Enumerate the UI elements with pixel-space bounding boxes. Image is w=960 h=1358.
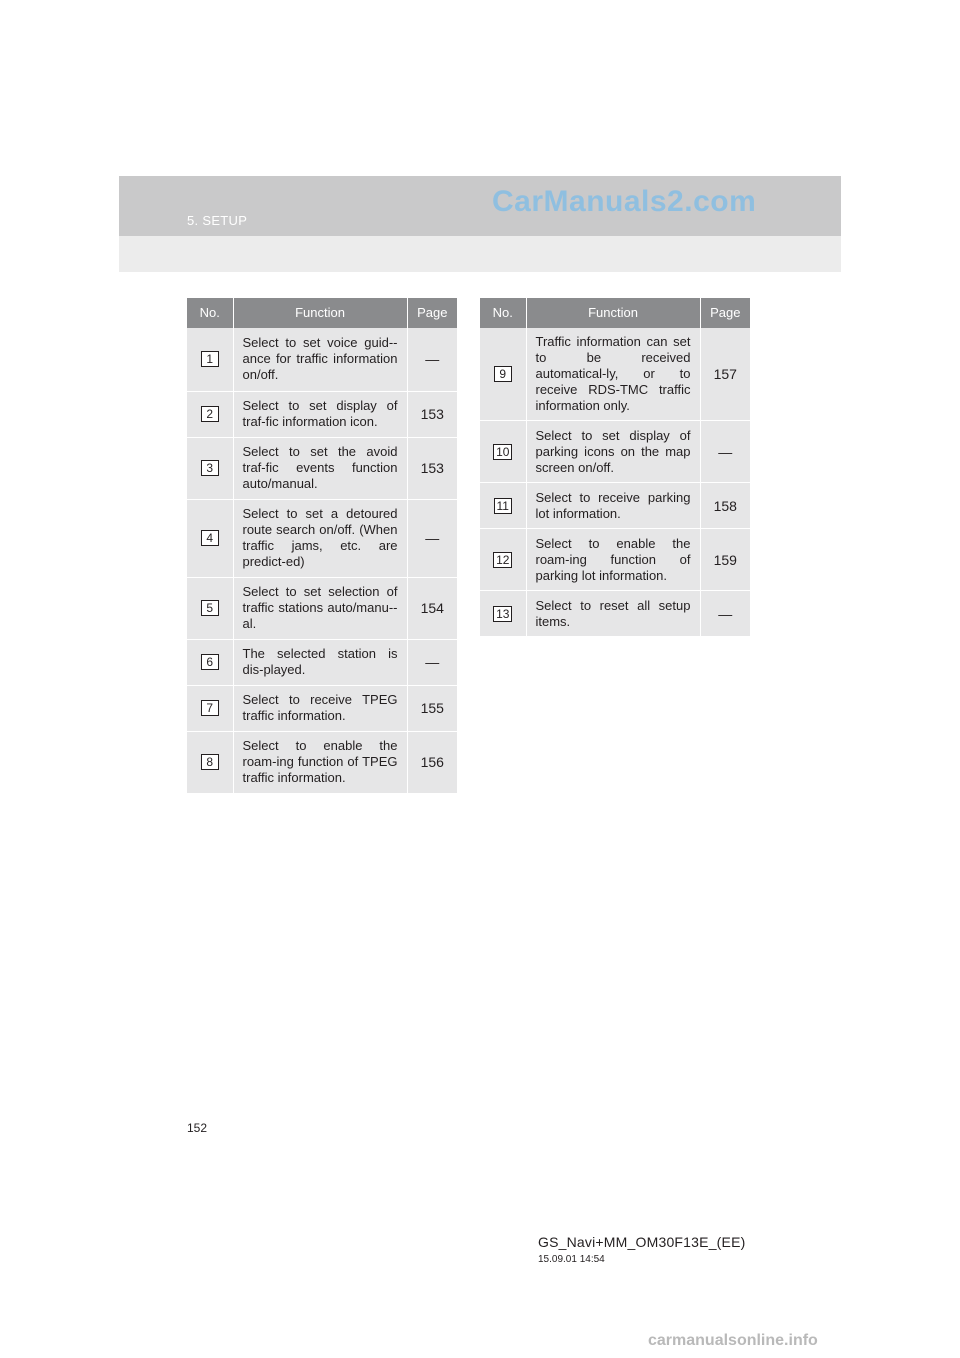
page-reference: — <box>407 328 457 391</box>
column-header-no: No. <box>480 298 526 328</box>
item-number-box: 13 <box>493 606 512 622</box>
item-number-box: 3 <box>201 460 219 476</box>
column-header-function: Function <box>526 298 700 328</box>
function-description: Select to set a detoured route search on/off. (When traffic jams, etc. are predict-ed) <box>233 499 407 577</box>
item-number-box: 12 <box>493 552 512 568</box>
item-number-box: 4 <box>201 530 219 546</box>
header-subband <box>119 236 841 272</box>
column-header-page: Page <box>700 298 750 328</box>
item-number-box: 8 <box>201 754 219 770</box>
item-number-box: 7 <box>201 700 219 716</box>
column-header-page: Page <box>407 298 457 328</box>
table-row <box>480 483 750 529</box>
page-reference: 154 <box>407 577 457 639</box>
function-description: Select to receive TPEG traffic information. <box>233 685 407 731</box>
item-number-box: 6 <box>201 654 219 670</box>
page-reference: 153 <box>407 437 457 499</box>
table-row <box>187 685 457 731</box>
table-row <box>480 328 750 421</box>
table-row <box>187 577 457 639</box>
page-reference: 158 <box>700 483 750 529</box>
watermark-footer: carmanualsonline.info <box>648 1332 818 1349</box>
page-reference: — <box>700 421 750 483</box>
table-row <box>480 529 750 591</box>
function-description: The selected station is dis-played. <box>233 639 407 685</box>
table-row <box>187 437 457 499</box>
watermark-logo: CarManuals2.com <box>492 185 757 218</box>
item-number-box: 9 <box>494 366 512 382</box>
function-description: Select to enable the roam-ing function of parking lot information. <box>526 529 700 591</box>
item-number-box: 11 <box>494 498 512 514</box>
item-number-box: 5 <box>201 600 219 616</box>
table-row <box>187 639 457 685</box>
item-number-box: 10 <box>493 444 512 460</box>
function-description: Select to enable the roam-ing function of TPEG traffic information. <box>233 731 407 793</box>
function-description: Select to set voice guid-ance for traffic information on/off. <box>233 328 407 391</box>
page-reference: 155 <box>407 685 457 731</box>
table-row <box>187 391 457 437</box>
function-description: Select to set selection of traffic stations auto/manu-al. <box>233 577 407 639</box>
table-row <box>480 591 750 637</box>
function-table-left <box>187 298 457 794</box>
page-reference: 157 <box>700 328 750 421</box>
function-description: Select to receive parking lot information. <box>526 483 700 529</box>
page-reference: — <box>700 591 750 637</box>
table-row <box>187 731 457 793</box>
function-description: Select to set the avoid traf-fic events function auto/manual. <box>233 437 407 499</box>
print-timestamp: 15.09.01 14:54 <box>538 1254 605 1265</box>
item-number-box: 2 <box>201 406 219 422</box>
table-row <box>187 499 457 577</box>
item-number-box: 1 <box>201 351 219 367</box>
page-reference: 159 <box>700 529 750 591</box>
function-description: Select to set display of parking icons on the map screen on/off. <box>526 421 700 483</box>
function-table-right <box>480 298 750 637</box>
function-description: Traffic information can set to be received automatical-ly, or to receive RDS-TMC traffic information only. <box>526 328 700 421</box>
page-reference: 156 <box>407 731 457 793</box>
column-header-function: Function <box>233 298 407 328</box>
page-reference: — <box>407 499 457 577</box>
section-title: 5. SETUP <box>187 213 248 228</box>
table-header-row <box>187 298 457 328</box>
page-number: 152 <box>187 1121 208 1135</box>
function-description: Select to set display of traf-fic information icon. <box>233 391 407 437</box>
table-row <box>187 328 457 391</box>
column-header-no: No. <box>187 298 233 328</box>
table-row <box>480 421 750 483</box>
table-header-row <box>480 298 750 328</box>
page-reference: 153 <box>407 391 457 437</box>
document-code: GS_Navi+MM_OM30F13E_(EE) <box>538 1234 746 1250</box>
function-description: Select to reset all setup items. <box>526 591 700 637</box>
page-reference: — <box>407 639 457 685</box>
